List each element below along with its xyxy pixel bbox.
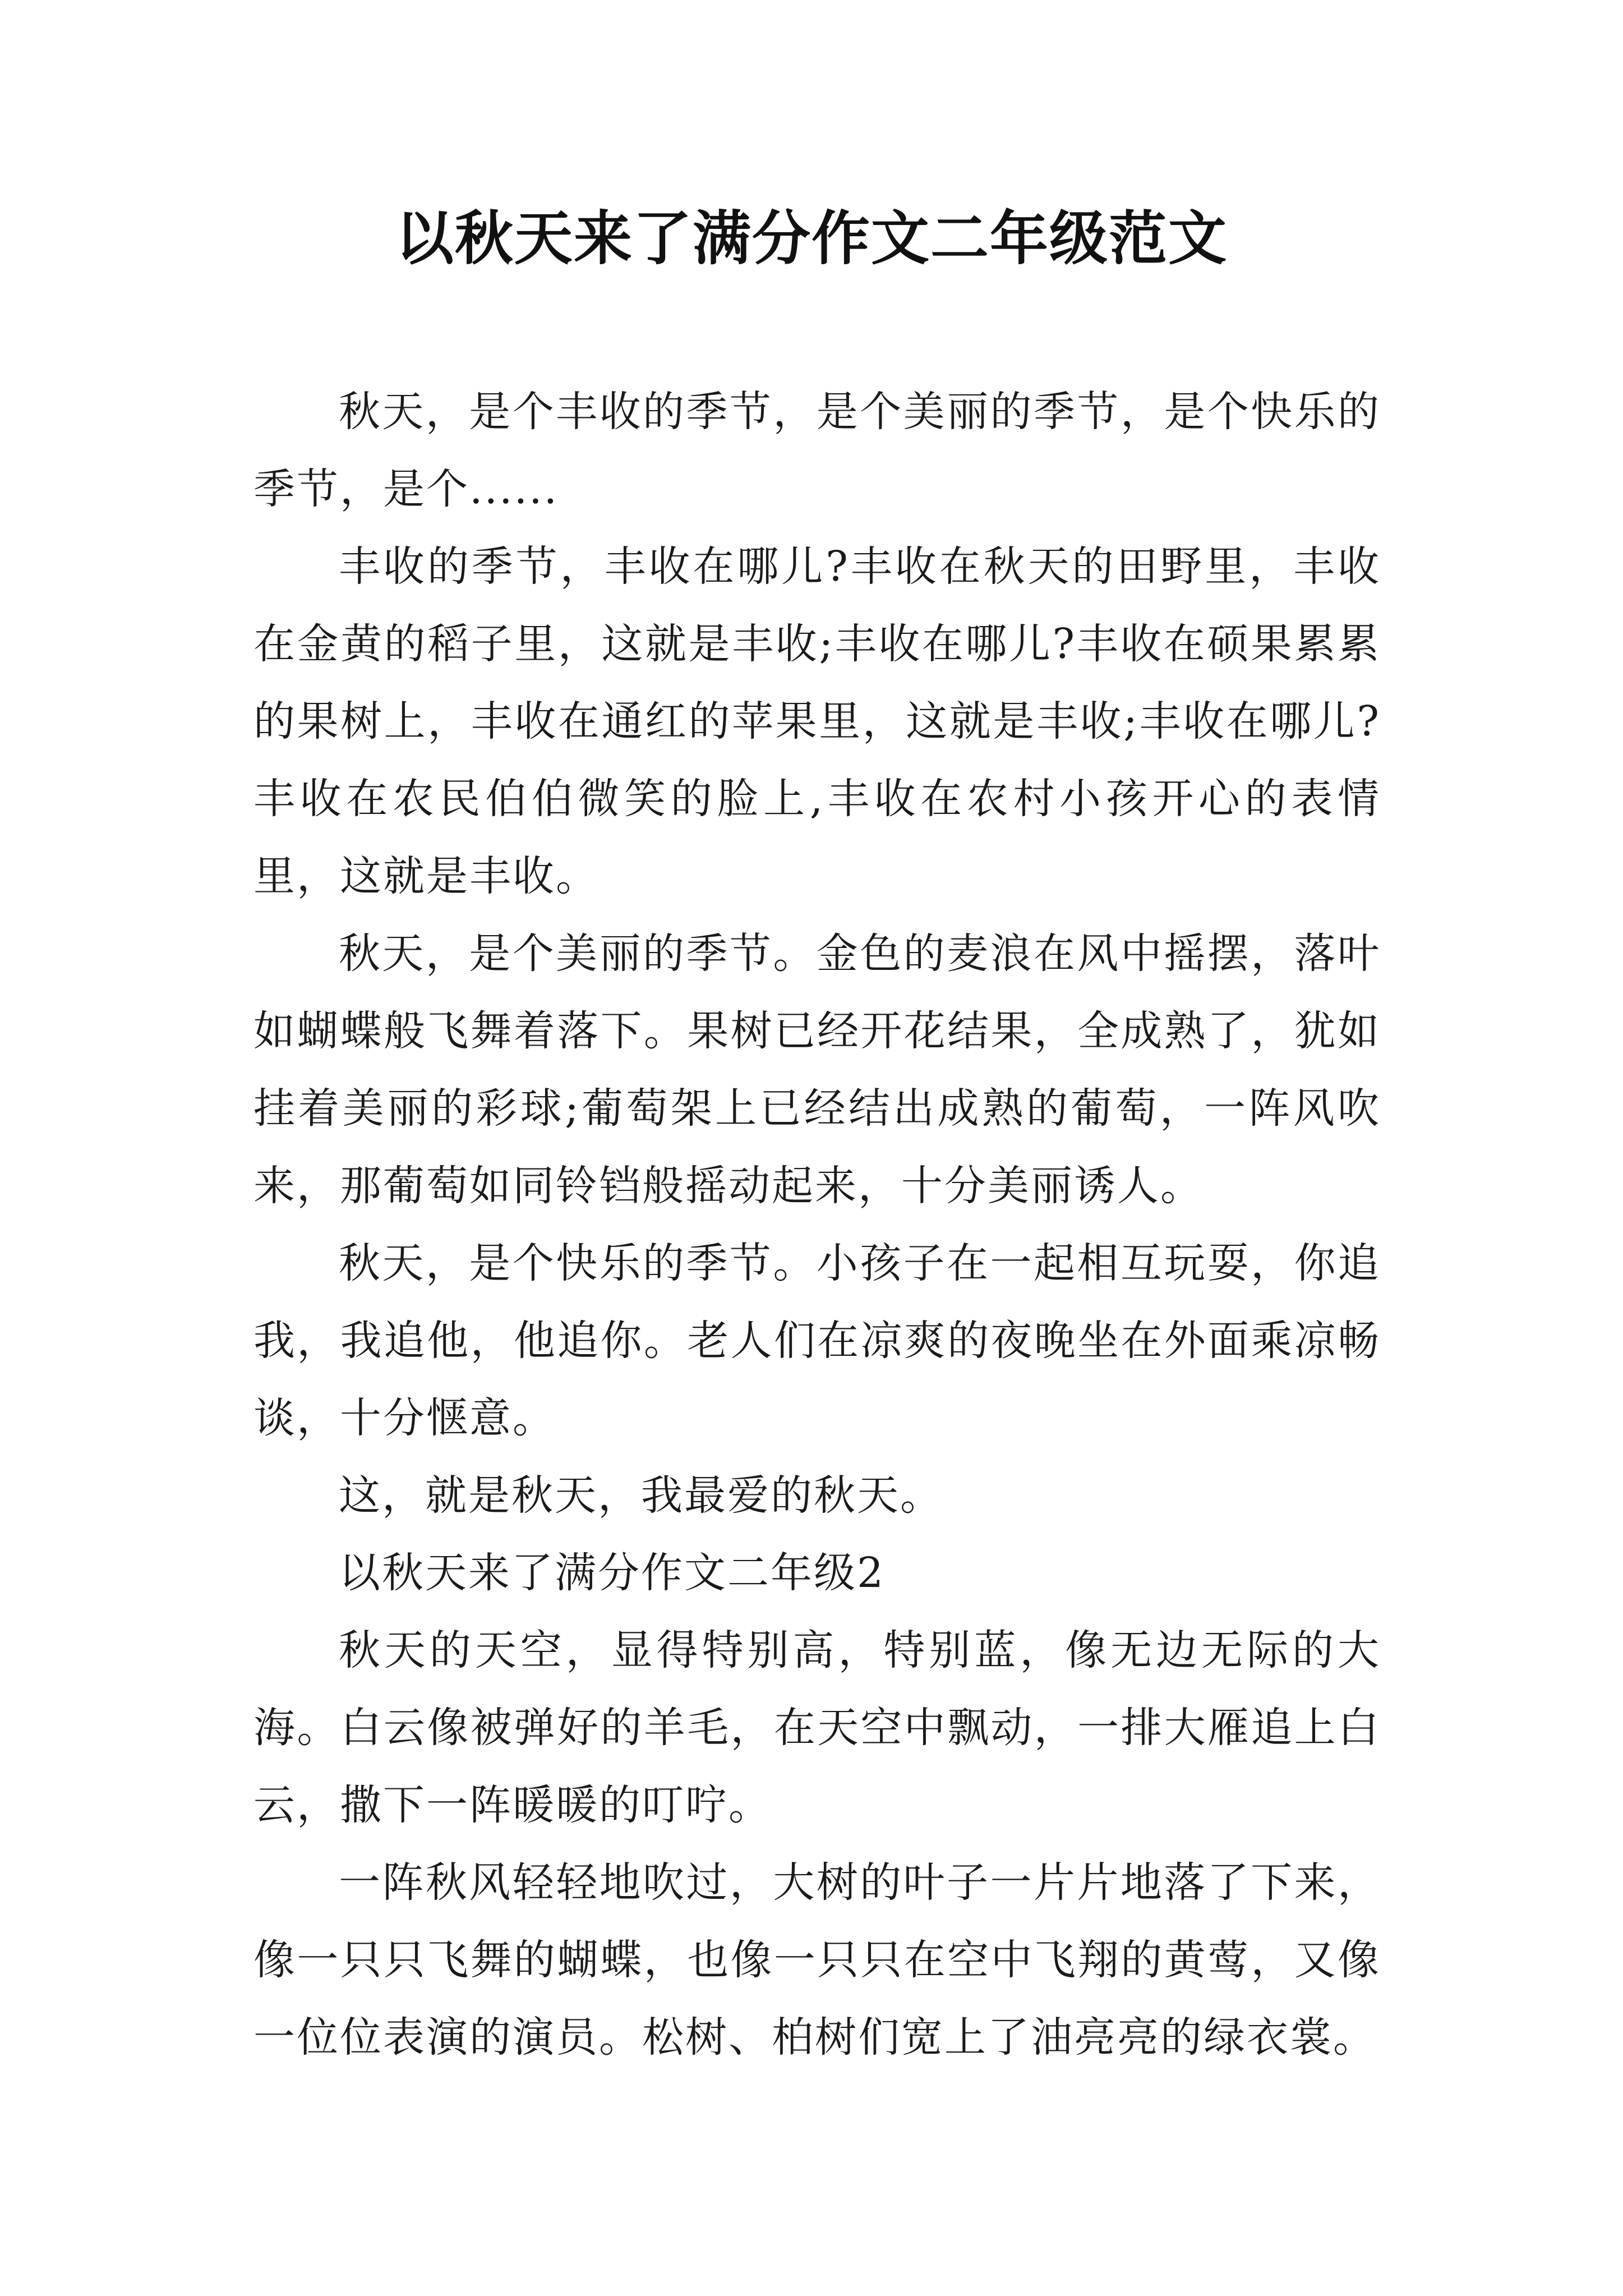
paragraph: 秋天的天空，显得特别高，特别蓝，像无边无际的大海。白云像被弹好的羊毛，在天空中飘动，一排大雁追上白云，撒下一阵暖暖的叮咛。 — [253, 1626, 1381, 1829]
document-title: 以秋天来了满分作文二年级范文 — [395, 204, 1228, 273]
paragraph: 这，就是秋天，我最爱的秋天。 — [339, 1471, 943, 1520]
paragraph: 一阵秋风轻轻地吹过，大树的叶子一片片地落了下来，像一只只飞舞的蝴蝶，也像一只只在空中飞翔的黄莺，又像一位位表演的演员。松树、柏树们宽上了油亮亮的绿衣裳。 — [253, 1858, 1381, 2062]
section-heading: 以秋天来了满分作文二年级2 — [339, 1549, 886, 1597]
paragraph: 秋天，是个美丽的季节。金色的麦浪在风中摇摆，落叶如蝴蝶般飞舞着落下。果树已经开花结果，全成熟了，犹如挂着美丽的彩球;葡萄架上已经结出成熟的葡萄，一阵风吹来，那葡萄如同铃铛般摇动起来，十分美丽诱人。 — [253, 930, 1381, 1210]
document-body — [253, 373, 1381, 2076]
paragraph: 秋天，是个快乐的季节。小孩子在一起相互玩耍，你追我，我追他，他追你。老人们在凉爽的夜晚坐在外面乘凉畅谈，十分惬意。 — [253, 1239, 1381, 1442]
paragraph: 丰收的季节，丰收在哪儿?丰收在秋天的田野里，丰收在金黄的稻子里，这就是丰收;丰收在哪儿?丰收在硕果累累的果树上，丰收在通红的苹果里，这就是丰收;丰收在哪儿?丰收在农民伯伯微笑的脸上,丰收在农村小孩开心的表情里，这就是丰收。 — [253, 542, 1381, 900]
paragraph: 秋天，是个丰收的季节，是个美丽的季节，是个快乐的季节，是个...... — [253, 388, 1381, 513]
